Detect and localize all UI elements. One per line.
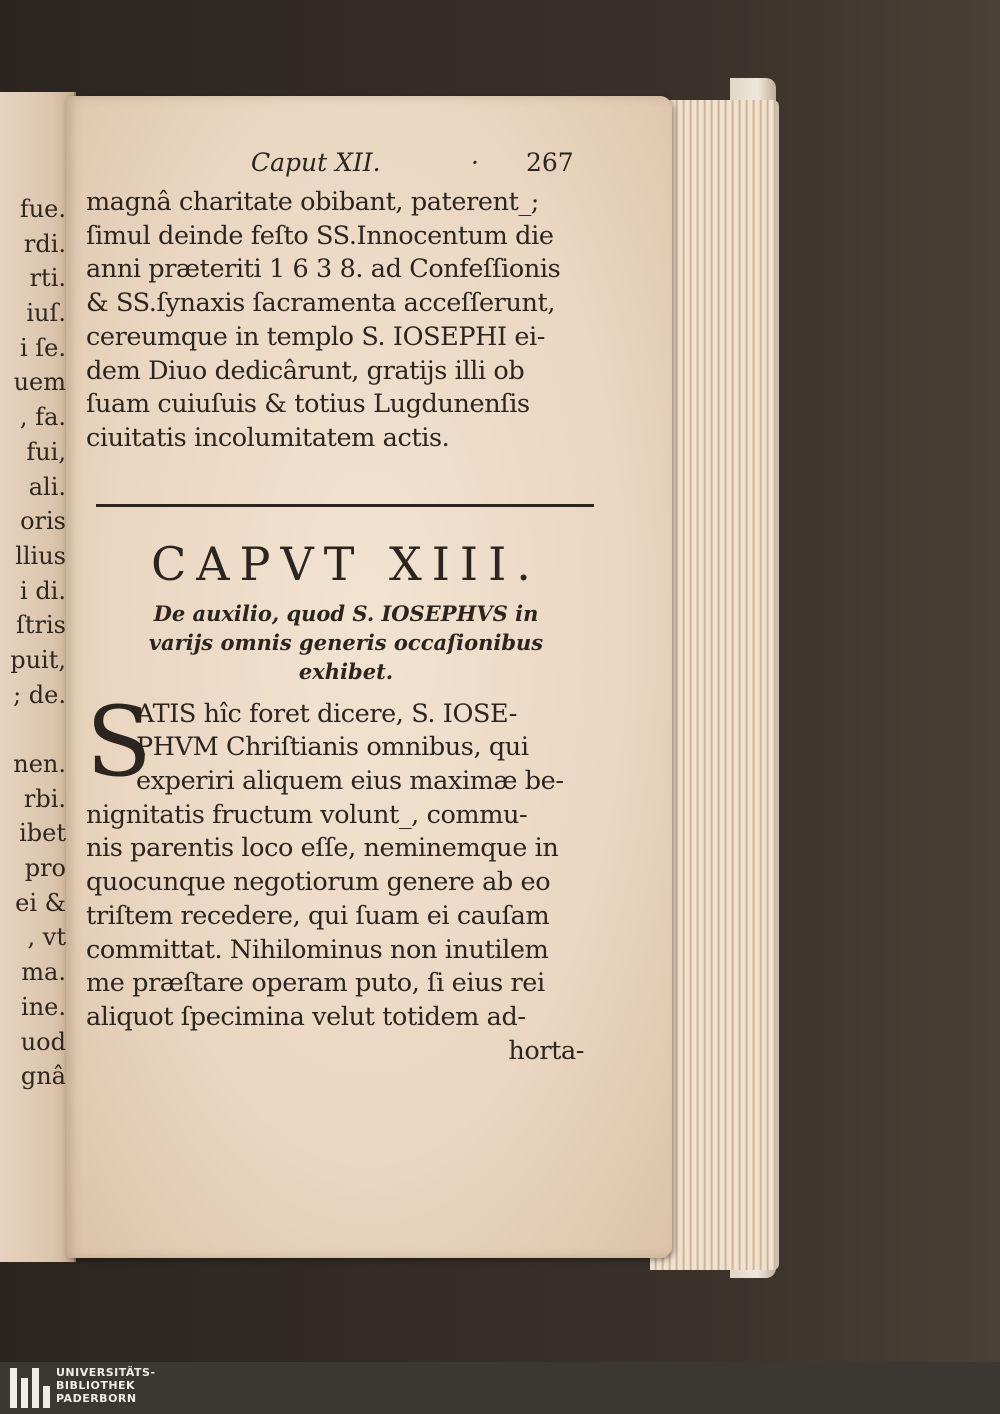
text-line: magnâ charitate obibant, paterent_; [86, 187, 539, 217]
text-line: cereumque in templo S. IOSEPHI ei- [86, 321, 546, 352]
top-text-block [86, 186, 606, 456]
previous-page-fragment: ali. [28, 472, 66, 501]
previous-page-fragment: pro [24, 854, 66, 883]
previous-page-fragment: i ſe. [19, 333, 66, 362]
text-line: committat. Nihilominus non inutilem [86, 934, 549, 965]
previous-page-fragment: oris [20, 507, 66, 536]
previous-page-fragment: ine. [21, 992, 66, 1021]
previous-page-fragment: gnâ [20, 1062, 66, 1091]
text-line: dem Diuo dedicârunt, gratijs illi ob [86, 355, 525, 386]
previous-page-fragment: uod [20, 1027, 66, 1056]
previous-page-fragment: rdi. [23, 229, 66, 258]
chapter-subtitle [86, 599, 606, 686]
subtitle-line: De auxilio, quod S. IOSEPHVS in [153, 600, 539, 626]
running-head-separator: · [471, 148, 479, 177]
logo-line: PADERBORN [56, 1392, 137, 1405]
running-head [86, 144, 606, 186]
text-line: quocunque negotiorum genere ab eo [86, 867, 551, 898]
chapter-paragraph [86, 685, 606, 1069]
text-line: nignitatis fructum volunt_, commu- [86, 799, 528, 830]
catchword: horta- [508, 1035, 584, 1066]
drop-cap: S [86, 685, 152, 798]
chapter-title: CAPVT XIII. [151, 536, 541, 591]
text-line: PHVM Chriſtianis omnibus, qui [136, 732, 529, 763]
library-footer [0, 1362, 1000, 1414]
book-page [66, 96, 672, 1258]
previous-page-fragment: iuſ. [26, 299, 66, 328]
previous-page-fragment [0, 712, 66, 747]
previous-page-text [0, 192, 66, 1094]
previous-page-fragment: fue. [19, 195, 66, 223]
previous-page-fragment: , fa. [19, 403, 66, 432]
section-divider [96, 504, 594, 507]
text-line: aliquot ſpecimina velut totidem ad- [86, 1001, 526, 1032]
text-line: me præſtare operam puto, ſi eius rei [86, 968, 545, 999]
previous-page-fragment: nen. [13, 750, 66, 778]
previous-page-fragment: , vt [27, 923, 66, 952]
text-line: ſimul deinde feſto SS.Innocentum die [86, 220, 554, 251]
page-number: 267 [526, 148, 574, 177]
subtitle-line: exhibet. [298, 658, 394, 684]
page-content [86, 144, 606, 1068]
previous-page-fragment: uem [13, 368, 66, 397]
previous-page-fragment: puit, [10, 645, 66, 674]
previous-page [0, 92, 76, 1262]
library-logo-icon [10, 1368, 50, 1408]
text-line: ATIS hîc foret dicere, S. IOSE- [136, 698, 517, 729]
previous-page-fragment: rti. [29, 264, 66, 293]
text-line: experiri aliquem eius maximæ be- [136, 766, 564, 797]
previous-page-fragment: ſtris [16, 611, 66, 640]
previous-page-fragment: fui, [26, 437, 66, 466]
previous-page-fragment: ; de. [13, 680, 66, 709]
text-line: ſuam cuiuſuis & totius Lugdunenſis [86, 389, 530, 420]
previous-page-fragment: ibet [19, 819, 66, 848]
previous-page-fragment: i di. [20, 576, 66, 605]
running-head-title: Caput XII. [251, 148, 381, 177]
previous-page-fragment: llius [15, 541, 66, 570]
text-line: anni præteriti 1 6 3 8. ad Confeſſionis [86, 254, 561, 285]
logo-line: BIBLIOTHEK [56, 1379, 136, 1392]
text-line: & SS.ſynaxis ſacramenta acceſſerunt, [86, 288, 556, 319]
previous-page-fragment: ei & [15, 888, 66, 917]
text-line: triſtem recedere, qui ſuam ei cauſam [86, 900, 550, 931]
subtitle-line: varijs omnis generis occaſionibus [148, 629, 544, 655]
previous-page-fragment: rbi. [23, 784, 66, 813]
previous-page-fragment: ma. [21, 958, 66, 987]
logo-line: UNIVERSITÄTS- [56, 1366, 156, 1379]
text-line: nis parentis loco eſſe, neminemque in [86, 833, 559, 864]
library-logo-text [56, 1366, 156, 1405]
text-line: ciuitatis incolumitatem actis. [86, 422, 450, 453]
